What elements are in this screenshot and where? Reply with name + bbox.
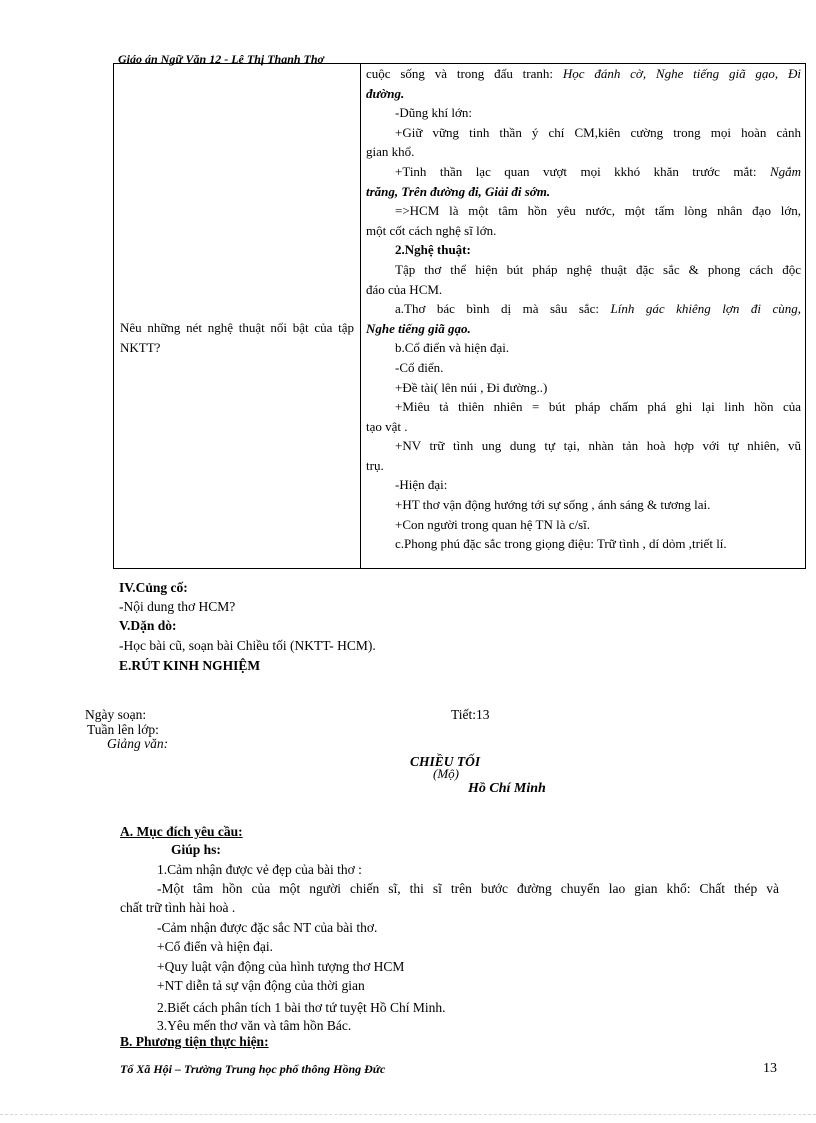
answer-line: +Giữ vững tinh thần ý chí CM,kiên cường trong mọi hoàn cảnh (395, 124, 801, 140)
answer-line: đường. (366, 85, 405, 101)
section-a-line: +Cổ điển và hiện đại. (157, 939, 273, 954)
section-a-line: +NT diễn tả sự vận động của thời gian (157, 978, 365, 993)
page-number: 13 (763, 1061, 777, 1076)
section-a-line: 2.Biết cách phân tích 1 bài thơ tứ tuyệt Hồ Chí Minh. (157, 1000, 446, 1015)
answer-line: +Tinh thần lạc quan vượt mọi kkhó khăn trước mắt: Ngắm (395, 163, 802, 179)
section-b-title: B. Phương tiện thực hiện: (120, 1034, 269, 1049)
section-v-item: -Học bài cũ, soạn bài Chiều tối (NKTT- HCM). (119, 638, 376, 653)
answer-line: cuộc sống và trong đấu tranh: Học đánh cờ, Nghe tiếng giã gạo, Đi (366, 66, 801, 81)
answer-line: đáo của HCM. (366, 281, 443, 297)
section-a-line: -Cảm nhận được đặc sắc NT của bài thơ. (157, 920, 378, 935)
poem-subtitle: (Mộ) (433, 766, 459, 781)
section-a-title: A. Mục đích yêu cầu: (120, 824, 243, 839)
answer-line: tạo vật . (366, 418, 408, 434)
answer-line: trăng, Trên đường đi, Giải đi sớm. (366, 183, 551, 199)
section-iv-title: IV.Củng cố: (119, 580, 188, 595)
cell-spacer (366, 554, 801, 568)
question-cell (114, 64, 361, 569)
section-v-title: V.Dặn dò: (119, 618, 177, 633)
page-header: Giáo án Ngữ Văn 12 - Lê Thị Thanh Thơ (118, 52, 324, 66)
giang-van-label: Giảng văn: (107, 736, 169, 751)
section-a-line: -Một tâm hồn của một người chiến sĩ, thi sĩ trên bước đường chuyển lao gian khổ: Chất thép và (157, 881, 779, 896)
section-a-line: +Quy luật vận động của hình tượng thơ HCM (157, 959, 405, 974)
poem-title: CHIỀU TỐI (410, 754, 481, 769)
answer-line: +NV trữ tình ung dung tự tại, nhàn tản hoà hợp với tự nhiên, vũ (395, 438, 801, 454)
answer-line: Nghe tiếng giã gạo. (366, 320, 471, 336)
tiet-label: Tiết:13 (451, 707, 490, 722)
answer-line: một cốt cách nghệ sĩ lớn. (366, 222, 497, 238)
answer-line: -Dũng khí lớn: (395, 105, 472, 121)
section-iv-item: -Nội dung thơ HCM? (119, 599, 236, 614)
answer-cell (361, 64, 806, 569)
question-text: Nêu những nét nghệ thuật nổi bật của tập NKTT? (120, 320, 354, 355)
answer-line: -Hiện đại: (395, 477, 448, 493)
answer-line: Tập thơ thể hiện bút pháp nghệ thuật đặc sắc & phong cách độc (395, 261, 801, 277)
answer-heading: 2.Nghệ thuật: (395, 242, 471, 258)
answer-line: trụ. (366, 457, 384, 473)
answer-line: c.Phong phú đặc sắc trong giọng điệu: Trữ tình , dí dỏm ,triết lí. (395, 536, 727, 552)
answer-line: +Con người trong quan hệ TN là c/sĩ. (395, 516, 591, 532)
page-edge-divider (0, 1114, 816, 1115)
giup-hs: Giúp hs: (171, 842, 221, 857)
section-a-line: 1.Cảm nhận được vẻ đẹp của bài thơ : (157, 862, 362, 877)
section-e-title: E.RÚT KINH NGHIỆM (119, 658, 261, 673)
answer-line: gian khổ. (366, 144, 415, 160)
tuan-label: Tuần lên lớp: (87, 722, 159, 737)
section-a-line: 3.Yêu mến thơ văn và tâm hồn Bác. (157, 1018, 352, 1033)
answer-line: a.Thơ bác bình dị mà sâu sắc: Lính gác khiêng lợn đi cùng, (395, 301, 801, 317)
lesson-table (113, 63, 806, 569)
poem-author: Hồ Chí Minh (468, 781, 546, 796)
page-footer: Tổ Xã Hội – Trường Trung học phổ thông Hồng Đức (120, 1062, 386, 1076)
answer-line: b.Cổ điển và hiện đại. (395, 340, 510, 356)
ngay-soan-label: Ngày soạn: (85, 707, 147, 722)
section-a-line: chất trữ tình hài hoà . (120, 900, 236, 915)
answer-line: =>HCM là một tâm hồn yêu nước, một tấm lòng nhân đạo lớn, (395, 203, 801, 219)
answer-line: -Cổ điển. (395, 359, 444, 375)
answer-line: +HT thơ vận động hướng tới sự sống , ánh sáng & tương lai. (395, 497, 711, 513)
answer-line: +Miêu tả thiên nhiên = bút pháp chấm phá ghi lại linh hồn của (395, 399, 801, 415)
answer-line: +Đề tài( lên núi , Đi đường..) (395, 379, 548, 395)
